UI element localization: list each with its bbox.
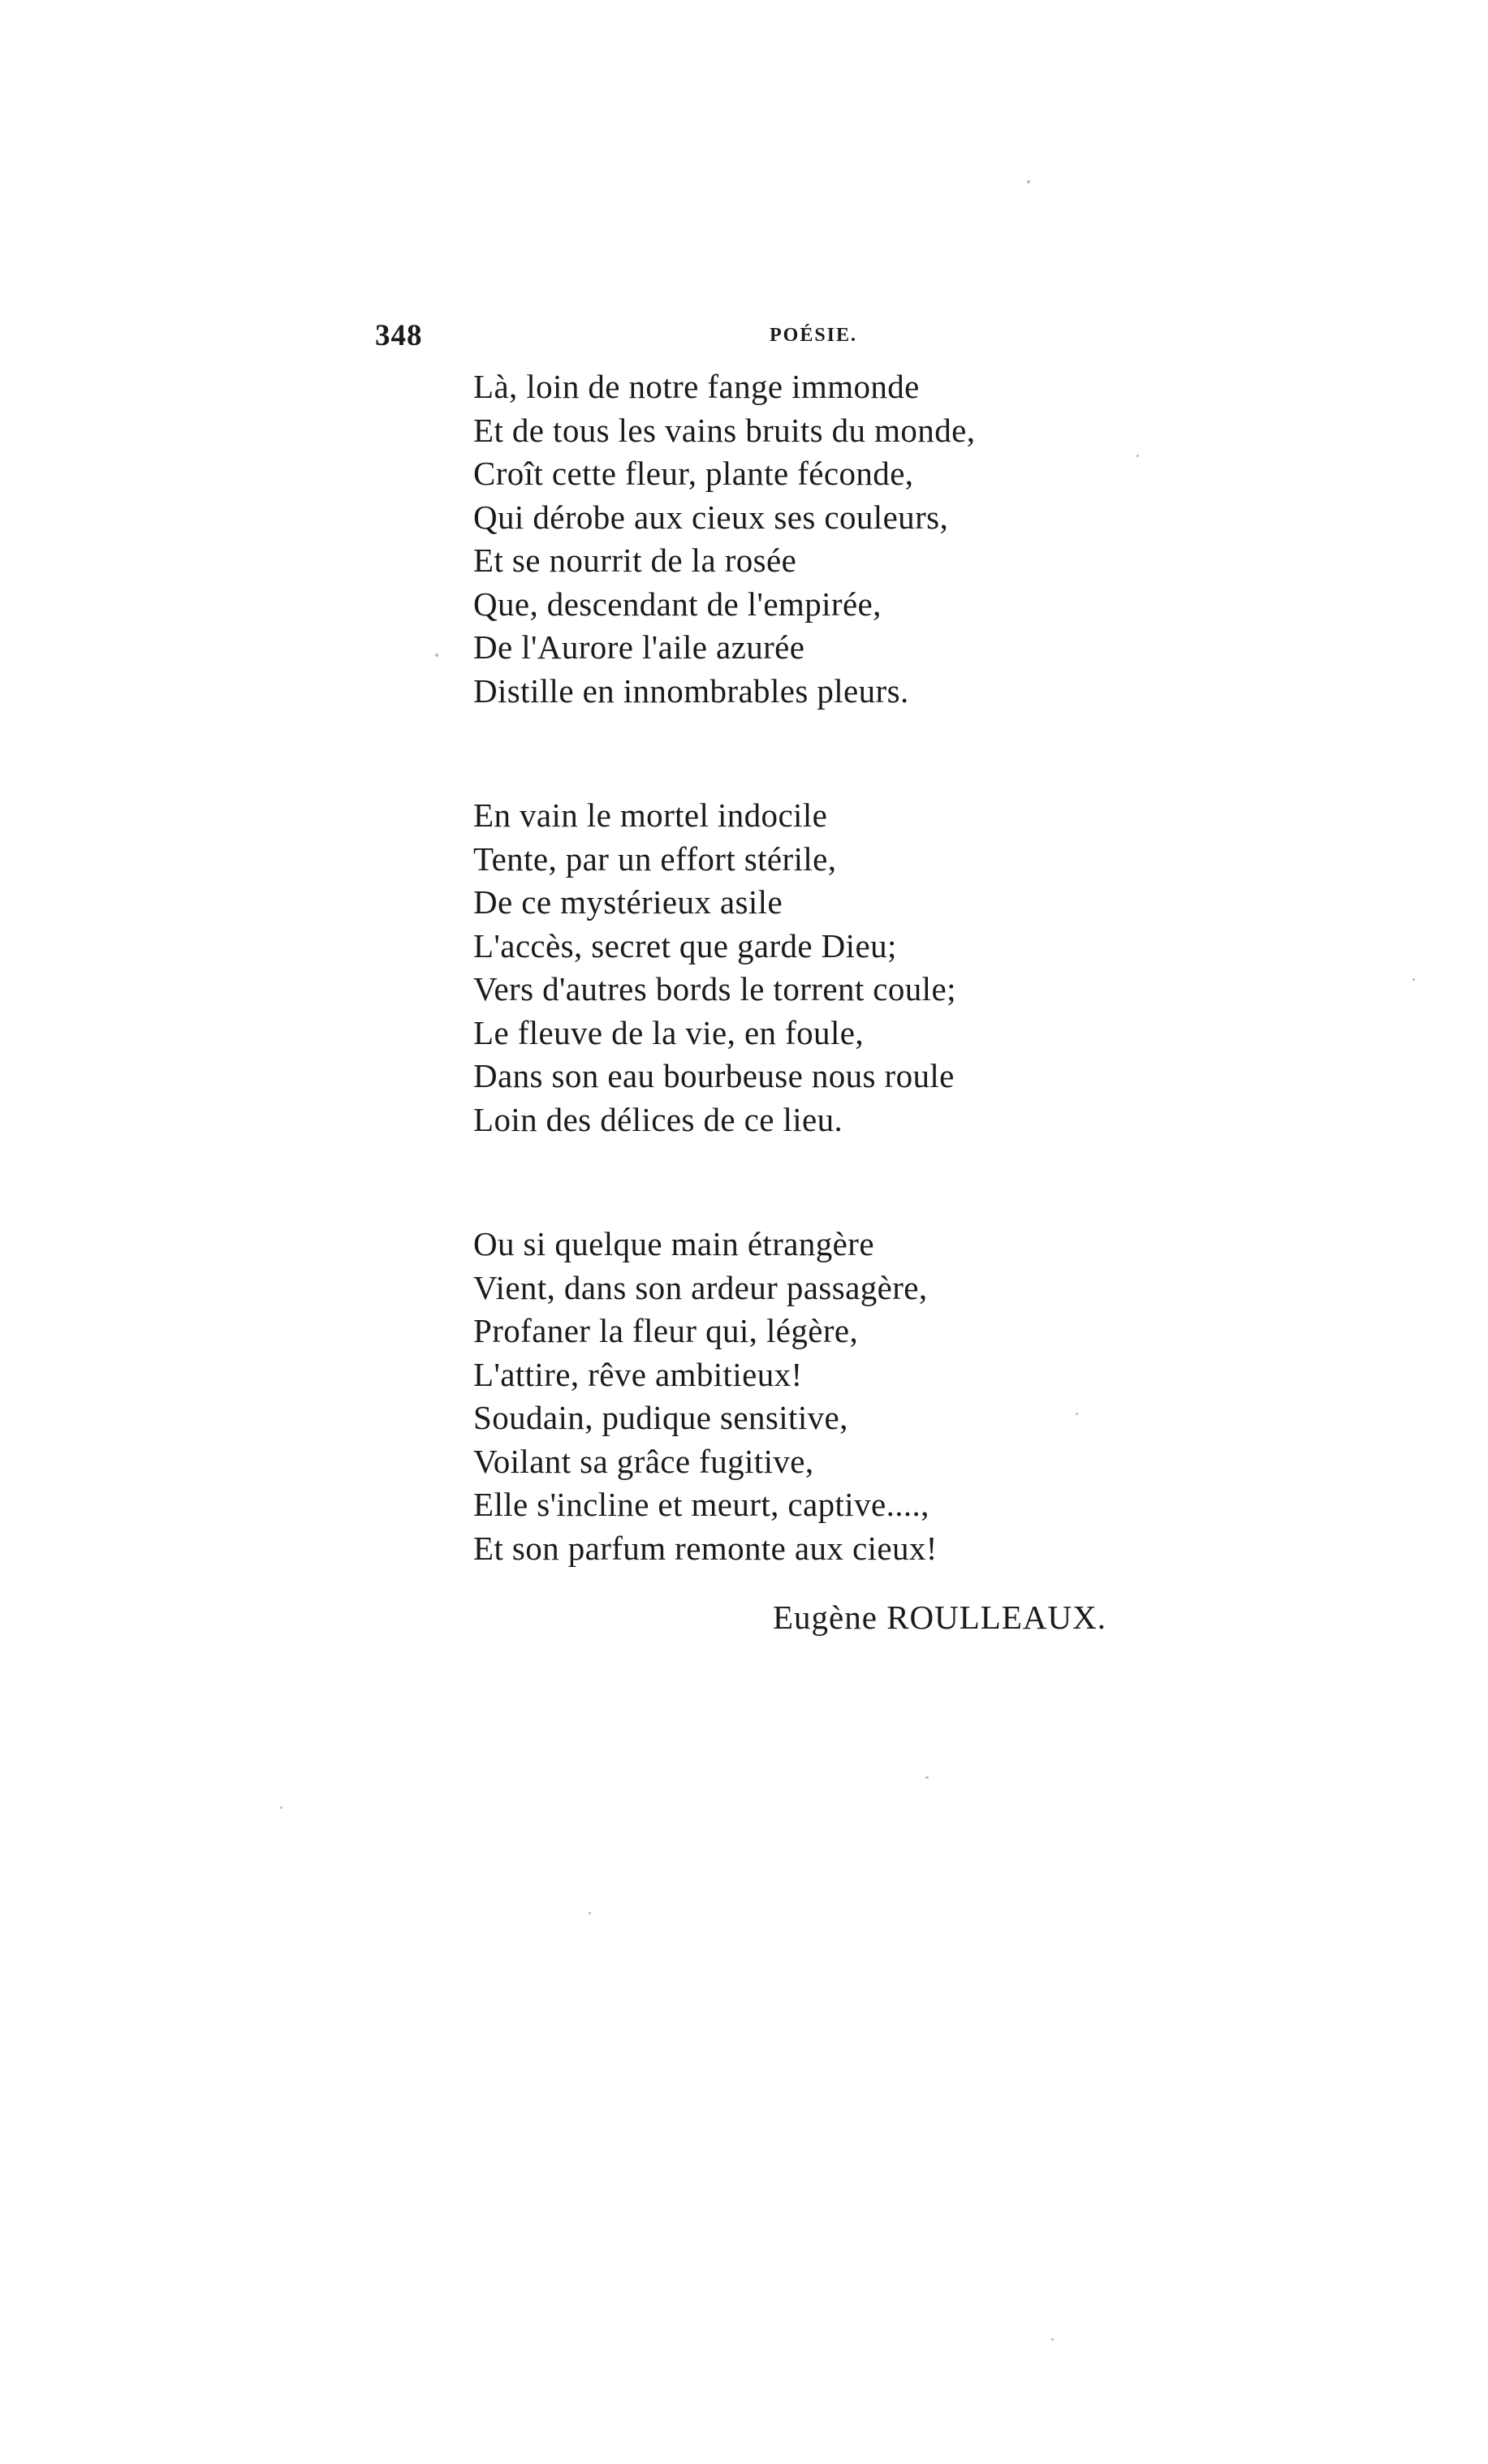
- verse-line: Voilant sa grâce fugitive,: [473, 1442, 814, 1480]
- verse-line: Le fleuve de la vie, en foule,: [473, 1013, 864, 1051]
- paper-speck: [1136, 455, 1139, 457]
- author-signature: Eugène ROULLEAUX.: [773, 1599, 1106, 1636]
- verse-line: Là, loin de notre fange immonde: [473, 368, 920, 405]
- verse-line: En vain le mortel indocile: [473, 796, 828, 834]
- paper-speck: [925, 1776, 929, 1779]
- verse-line: Elle s'incline et meurt, captive....,: [473, 1486, 929, 1523]
- verse-line: Et son parfum remonte aux cieux!: [473, 1529, 938, 1567]
- verse-line: Ou si quelque main étrangère: [473, 1225, 874, 1262]
- paper-speck: [589, 1912, 591, 1914]
- paper-speck: [1051, 2338, 1054, 2341]
- paper-speck: [1076, 1413, 1078, 1415]
- verse-line: Distille en innombrables pleurs.: [473, 671, 909, 710]
- verse-line: Profaner la fleur qui, légère,: [473, 1312, 859, 1349]
- verse-line: L'accès, secret que garde Dieu;: [473, 926, 897, 964]
- verse-line: Loin des délices de ce lieu.: [473, 1100, 843, 1138]
- stanza-2: [473, 794, 1204, 1141]
- verse-line: De ce mystérieux asile: [473, 883, 783, 921]
- stanza-1: [473, 365, 1204, 713]
- stanza-3: [473, 1223, 1204, 1570]
- verse-line: Qui dérobe aux cieux ses couleurs,: [473, 498, 949, 536]
- paper-speck: [1413, 978, 1415, 981]
- verse-line: Tente, par un effort stérile,: [473, 839, 837, 878]
- poem: [473, 365, 1204, 1570]
- running-head: [375, 318, 1187, 359]
- paper-speck: [435, 654, 438, 657]
- verse-line: De l'Aurore l'aile azurée: [473, 628, 805, 666]
- verse-line: L'attire, rêve ambitieux!: [473, 1355, 803, 1393]
- paper-speck: [1027, 180, 1030, 183]
- section-title: POÉSIE.: [770, 325, 858, 346]
- verse-line: Soudain, pudique sensitive,: [473, 1399, 848, 1436]
- verse-line: Vers d'autres bords le torrent coule;: [473, 970, 956, 1008]
- verse-line: Et se nourrit de la rosée: [473, 542, 797, 579]
- paper-speck: [280, 1806, 283, 1809]
- verse-line: Que, descendant de l'empirée,: [473, 585, 882, 623]
- verse-line: Croît cette fleur, plante féconde,: [473, 455, 914, 492]
- verse-line: Vient, dans son ardeur passagère,: [473, 1268, 928, 1306]
- page-number: 348: [375, 319, 423, 352]
- verse-line: Dans son eau bourbeuse nous roule: [473, 1057, 955, 1094]
- verse-line: Et de tous les vains bruits du monde,: [473, 411, 976, 449]
